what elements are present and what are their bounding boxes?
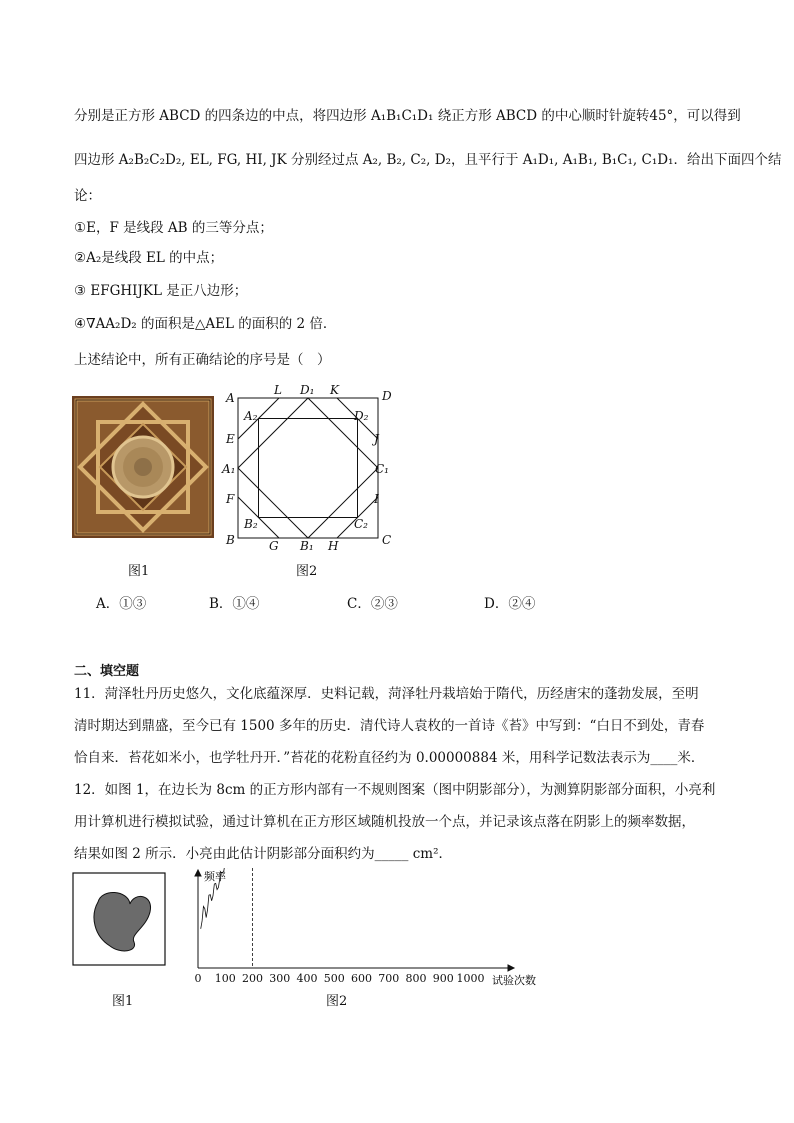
label-L: L (274, 383, 282, 397)
label-F: F (226, 492, 235, 506)
y-axis-arrow (195, 870, 201, 876)
x-axis-arrow (508, 965, 514, 971)
q10-question: 上述结论中，所有正确结论的序号是（ ） (74, 352, 331, 368)
x-tick-label: 500 (323, 972, 345, 985)
label-C2: C₂ (354, 517, 368, 531)
label-G: G (269, 539, 279, 552)
label-J: J (374, 432, 379, 446)
q12-line-2: 用计算机进行模拟试验，通过计算机在正方形区域随机投放一个点，并记录该点落在阴影上的频率数据， (74, 814, 695, 830)
option-c[interactable]: C．②③ (347, 596, 398, 612)
label-B1: B₁ (300, 539, 314, 552)
label-D: D (382, 389, 392, 403)
option-b[interactable]: B．①④ (209, 596, 260, 612)
q11-line-2: 清时期达到鼎盛，至今已有 1500 多年的历史．清代诗人袁枚的一首诗《苔》中写到：“白日不到处，青春 (74, 718, 705, 734)
label-B: B (226, 533, 235, 547)
x-tick-label: 100 (214, 972, 236, 985)
q10-line-2: 四边形 A₂B₂C₂D₂, EL, FG, HI, JK 分别经过点 A₂, B₂, C₂, D₂，且平行于 A₁D₁, A₁B₁, B₁C₁, C₁D₁．给出下面四个结 (74, 152, 782, 168)
section-title-fill-in: 二、填空题 (74, 664, 140, 679)
x-axis-label: 试验次数 (492, 974, 536, 987)
label-A: A (226, 391, 235, 405)
option-a[interactable]: A．①③ (96, 596, 147, 612)
q10-conclusion-2: ②A₂是线段 EL 的中点； (74, 250, 224, 266)
q10-conclusion-4: ④∇AA₂D₂ 的面积是△AEL 的面积的 2 倍． (74, 316, 337, 332)
q10-conclusion-3: ③ EFGHIJKL 是正八边形； (74, 283, 248, 299)
x-tick-label: 600 (351, 972, 372, 985)
q10-line-3: 论： (74, 188, 101, 204)
label-E: E (226, 432, 235, 446)
q12-line-1: 12．如图 1，在边长为 8cm 的正方形内部有一不规则图案（图中阴影部分），为测算阴影部分面积，小亮利 (74, 782, 716, 798)
q10-figure2-caption: 图2 (296, 564, 318, 579)
label-B2: B₂ (244, 517, 258, 531)
x-tick-label: 800 (405, 972, 427, 985)
frequency-series-line (201, 868, 498, 929)
q12-figure1-square-with-shape (72, 872, 168, 968)
q10-figure1-ceiling-image (72, 396, 214, 538)
label-D1: D₁ (300, 383, 315, 397)
q10-line-1: 分别是正方形 ABCD 的四条边的中点，将四边形 A₁B₁C₁D₁ 绕正方形 ABCD 的中心顺时针旋转45°，可以得到 (74, 108, 741, 124)
x-tick-label: 200 (242, 972, 263, 985)
q12-frequency-chart (168, 868, 568, 990)
label-D2: D₂ (354, 409, 369, 423)
label-A1: A₁ (222, 462, 236, 476)
q10-conclusion-1: ①E，F 是线段 AB 的三等分点； (74, 220, 273, 236)
q11-line-3: 恰自来．苔花如米小，也学牡丹开．”苔花的花粉直径约为 0.00000884 米，用科学记数法表示为____米． (74, 750, 705, 766)
q12-figure2-caption: 图2 (326, 994, 348, 1009)
x-tick-label: 300 (269, 972, 291, 985)
q10-figure1-caption: 图1 (128, 564, 150, 579)
y-axis-label: 频率 (204, 870, 226, 883)
x-tick-label: 400 (296, 972, 318, 985)
label-A2: A₂ (244, 409, 258, 423)
q12-figure1-caption: 图1 (112, 994, 134, 1009)
x-tick-label: 700 (378, 972, 400, 985)
label-H: H (328, 539, 339, 552)
option-d[interactable]: D．②④ (484, 596, 536, 612)
q12-line-3: 结果如图 2 所示．小亮由此估计阴影部分面积约为_____ cm²． (74, 846, 452, 862)
label-C: C (382, 533, 392, 547)
q11-line-1: 11．菏泽牡丹历史悠久，文化底蕴深厚．史料记载，菏泽牡丹栽培始于隋代，历经唐宋的蓬勃发展，至明 (74, 686, 699, 702)
label-K: K (330, 383, 339, 397)
q10-figure2-diagram (220, 380, 400, 552)
x-tick-label: 0 (194, 972, 202, 985)
label-I: I (374, 492, 379, 506)
x-tick-label: 900 (432, 972, 454, 985)
label-C1: C₁ (375, 462, 389, 476)
x-tick-label: 1000 (456, 972, 485, 985)
